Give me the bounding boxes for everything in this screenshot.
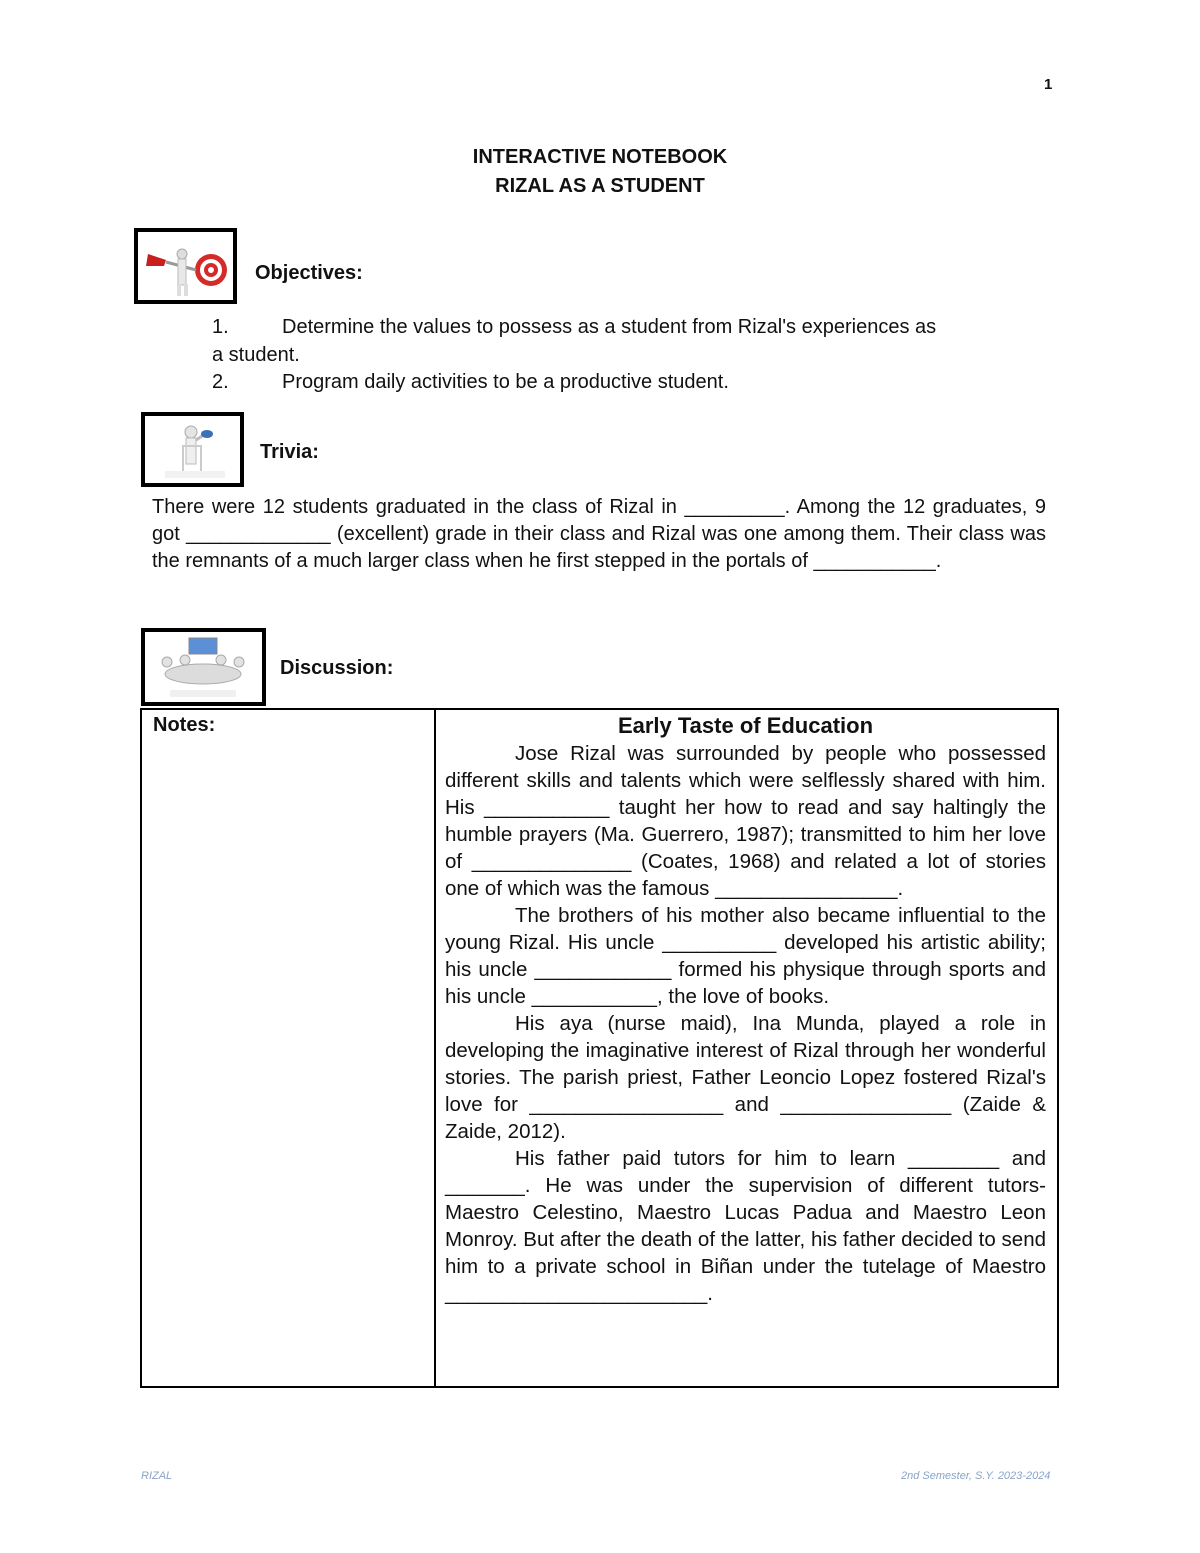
content-title: Early Taste of Education <box>617 713 874 738</box>
trivia-text: There were 12 students graduated in the class of Rizal in _________. Among the 12 graduates, 9 got _____________ (excellent) grade in their class and Rizal was one among them. Their class was the remnants of a much larger class when he first stepped in the portals of ___________. <box>152 496 1046 572</box>
content-paragraph: The brothers of his mother also became influential to the young Rizal. His uncle __________ developed his artistic ability; his uncle ____________ formed his physique through sports and his uncle ___________, the love of books. <box>445 904 1046 1008</box>
title-line-1: INTERACTIVE NOTEBOOK <box>472 146 728 168</box>
notes-label: Notes: <box>153 714 216 736</box>
content-paragraph: His father paid tutors for him to learn ________ and _______. He was under the supervision of different tutors- Maestro Celestino, Maestro Lucas Padua and Maestro Leon Monroy. But after the death of the latter, his father decided to send him to a private school in Biñan under the tutelage of Maestro _______________________. <box>445 1147 1046 1305</box>
footer-right: 2nd Semester, S.Y. 2023-2024 <box>901 1470 1051 1482</box>
objective-item-1-continued: a student. <box>212 344 300 366</box>
objectives-heading: Objectives: <box>255 262 363 284</box>
page-number: 1 <box>1044 76 1053 93</box>
notes-column[interactable] <box>141 709 435 1387</box>
content-column <box>435 709 1058 1387</box>
objective-number: 1. <box>212 316 229 338</box>
discussion-heading: Discussion: <box>280 657 394 679</box>
objective-item-2 <box>212 369 729 396</box>
objective-text: Program daily activities to be a productive student. <box>282 371 729 393</box>
thinking-figure-icon <box>141 412 244 487</box>
objective-number: 2. <box>212 371 229 393</box>
objective-item-1 <box>212 314 936 341</box>
objective-text: Determine the values to possess as a student from Rizal's experiences as <box>282 316 937 338</box>
content-paragraph: Jose Rizal was surrounded by people who possessed different skills and talents which were selflessly shared with him. His ___________ taught her how to read and say haltingly the humble prayers (Ma. Guerrero, 1987); transmitted to him her love of ______________ (Coates, 1968) and related a lot of stories one of which was the famous ________________. <box>445 742 1046 900</box>
meeting-table-icon <box>141 628 266 706</box>
target-dart-icon <box>134 228 237 304</box>
trivia-heading: Trivia: <box>260 441 319 463</box>
footer-left: RIZAL <box>141 1470 173 1482</box>
title-line-2: RIZAL AS A STUDENT <box>495 175 705 197</box>
discussion-table <box>140 708 1059 1388</box>
document-title <box>0 143 1200 201</box>
content-paragraph: His aya (nurse maid), Ina Munda, played a role in developing the imaginative interest of Rizal through her wonderful stories. The parish priest, Father Leoncio Lopez fostered Rizal's love for _________________ and _______________ (Zaide & Zaide, 2012). <box>445 1012 1046 1143</box>
